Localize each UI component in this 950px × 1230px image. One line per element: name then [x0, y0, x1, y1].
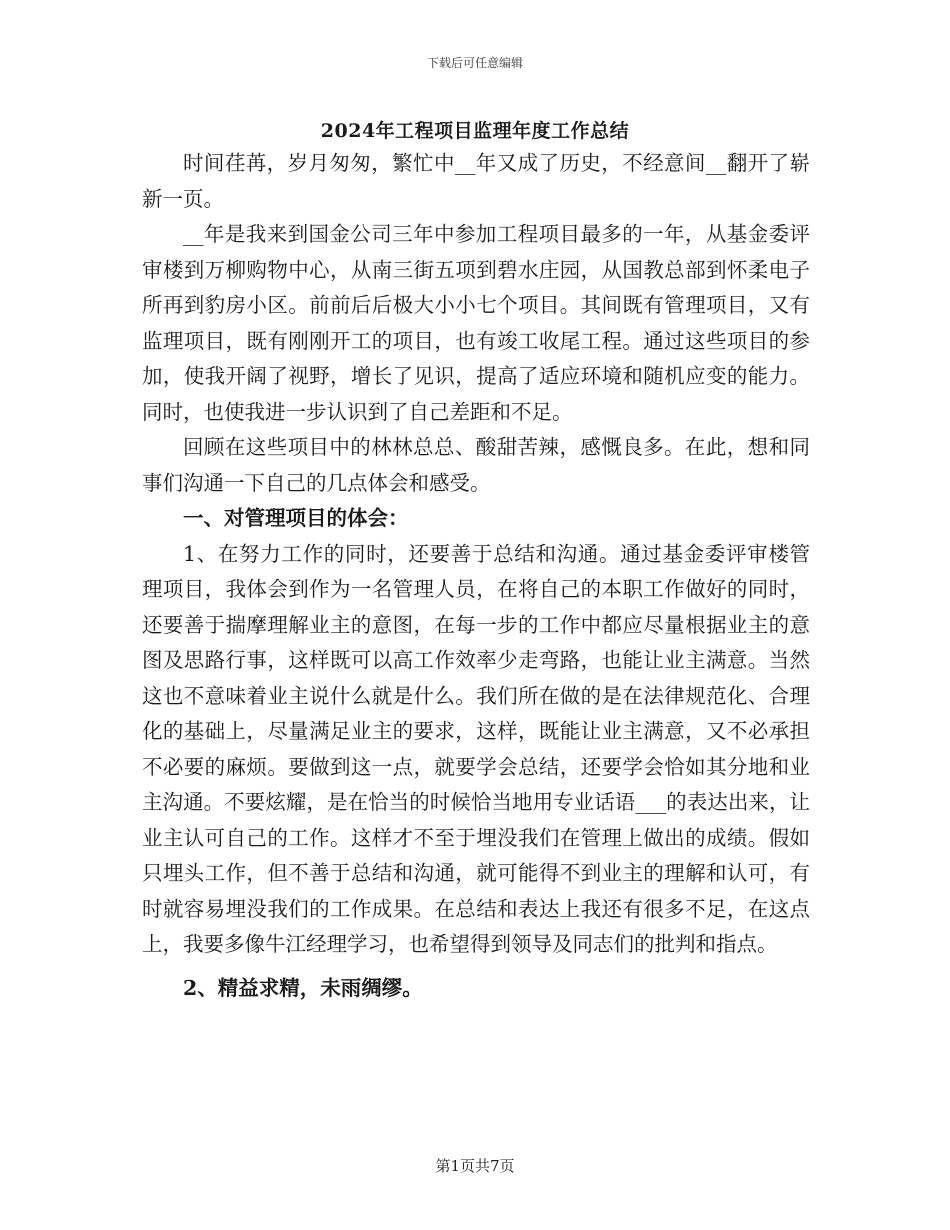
section-heading-2: 2、精益求精，未雨绸缪。 — [183, 975, 423, 1000]
paragraph-review: 回顾在这些项目中的林林总总、酸甜苦辣，感慨良多。在此，想和同事们沟通一下自己的几点体会和感受。 — [142, 435, 810, 495]
document-body — [142, 146, 810, 1006]
section-heading-1: 一、对管理项目的体会： — [183, 506, 409, 530]
header-note: 下载后可任意编辑 — [426, 56, 523, 70]
paragraph-intro: 时间荏苒，岁月匆匆，繁忙中__年又成了历史，不经意间__翻开了崭新一页。 — [142, 151, 810, 211]
paragraph-projects: __年是我来到国金公司三年中参加工程项目最多的一年，从基金委评审楼到万柳购物中心，从南三街五项到碧水庄园，从国教总部到怀柔电子所再到豹房小区。前前后后极大小小七个项目。其间既有管理项目，又有监理项目，既有刚刚开工的项目，也有竣工收尾工程。通过这些项目的参加，使我开阔了视野，增长了见识，提高了适应环境和随机应变的能力。同时，也使我进一步认识到了自己差距和不足。 — [142, 222, 810, 424]
paragraph-point-1: 1、在努力工作的同时，还要善于总结和沟通。通过基金委评审楼管理项目，我体会到作为一名管理人员，在将自己的本职工作做好的同时，还要善于揣摩理解业主的意图，在每一步的工作中都应尽量根据业主的意图及思路行事，这样既可以高工作效率少走弯路，也能让业主满意。当然这也不意味着业主说什么就是什么。我们所在做的是在法律规范化、合理化的基础上，尽量满足业主的要求，这样，既能让业主满意，又不必承担不必要的麻烦。要做到这一点，就要学会总结，还要学会恰如其分地和业主沟通。不要炫耀，是在恰当的时候恰当地用专业话语___的表达出来，让业主认可自己的工作。这样才不至于埋没我们在管理上做出的成绩。假如只埋头工作，但不善于总结和沟通，就可能得不到业主的理解和认可，有时就容易埋没我们的工作成果。在总结和表达上我还有很多不足，在这点上，我要多像牛江经理学习，也希望得到领导及同志们的批判和指点。 — [142, 541, 810, 956]
document-title: 2024年工程项目监理年度工作总结 — [320, 120, 630, 142]
page-indicator: 第1页共7页 — [435, 1157, 515, 1175]
